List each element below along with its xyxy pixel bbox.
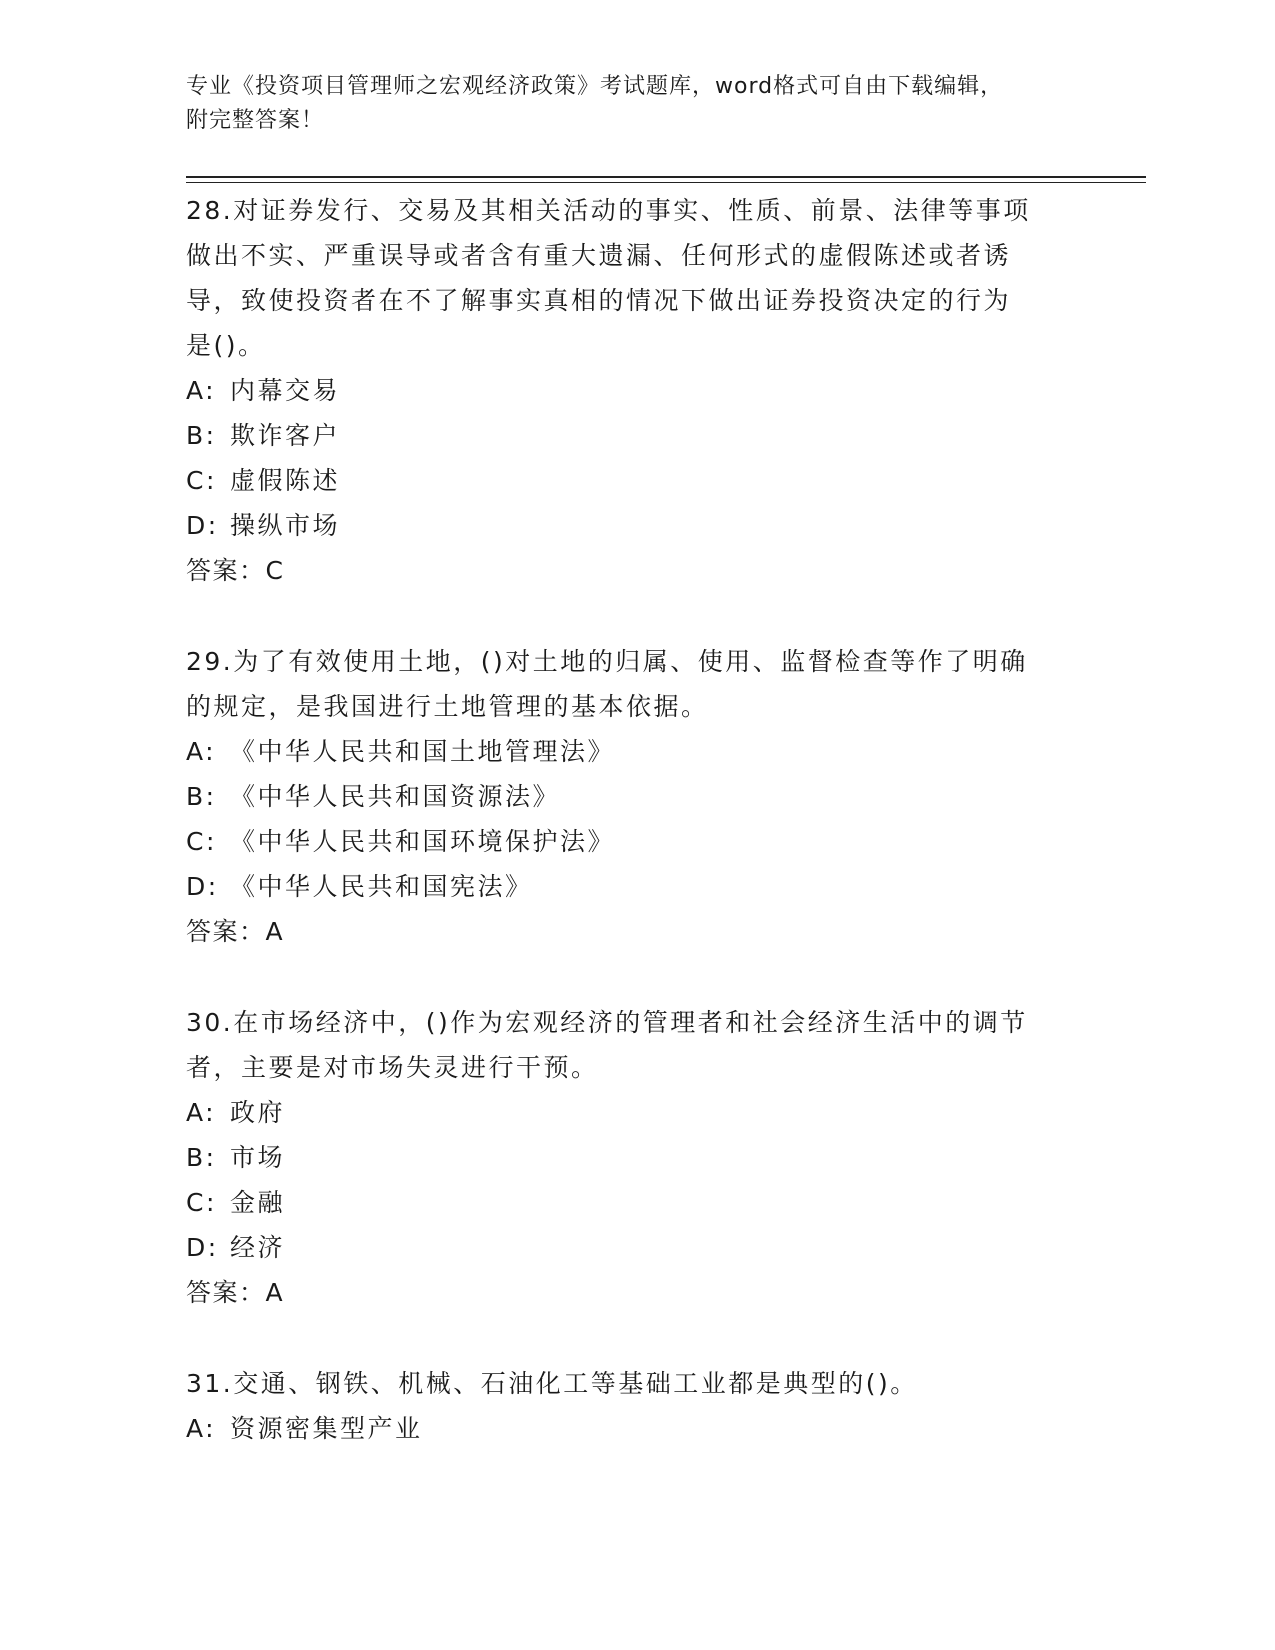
header-divider-thin bbox=[186, 182, 1146, 183]
question-stem-line: 的规定，是我国进行土地管理的基本依据。 bbox=[186, 692, 709, 721]
question-stem-line: 30.在市场经济中，()作为宏观经济的管理者和社会经济生活中的调节 bbox=[186, 1008, 1028, 1037]
option-key: C: bbox=[186, 466, 217, 495]
option-text: 《中华人民共和国资源法》 bbox=[230, 782, 561, 811]
answer-option bbox=[186, 729, 1066, 774]
option-key: B: bbox=[186, 421, 217, 450]
question-stem-line: 是()。 bbox=[186, 331, 266, 360]
question-stem-line: 28.对证券发行、交易及其相关活动的事实、性质、前景、法律等事项 bbox=[186, 196, 1031, 225]
document-header bbox=[186, 70, 1086, 138]
option-key: A: bbox=[186, 1098, 217, 1127]
answer-line: 答案：A bbox=[186, 917, 285, 946]
option-key: A: bbox=[186, 1414, 217, 1443]
answer-option bbox=[186, 1135, 1066, 1180]
question-stem-line: 导，致使投资者在不了解事实真相的情况下做出证券投资决定的行为 bbox=[186, 286, 1012, 315]
answer-option bbox=[186, 1406, 1066, 1451]
option-key: B: bbox=[186, 782, 217, 811]
question-stem-line: 31.交通、钢铁、机械、石油化工等基础工业都是典型的()。 bbox=[186, 1369, 918, 1398]
option-text: 《中华人民共和国宪法》 bbox=[230, 872, 533, 901]
option-text: 操纵市场 bbox=[230, 511, 341, 540]
header-line-2: 附完整答案！ bbox=[186, 108, 325, 133]
option-key: D: bbox=[186, 872, 219, 901]
answer-option bbox=[186, 503, 1066, 548]
answer-line: 答案：C bbox=[186, 556, 285, 585]
answer-option bbox=[186, 1090, 1066, 1135]
answer-line: 答案：A bbox=[186, 1278, 285, 1307]
answer-option bbox=[186, 458, 1066, 503]
question-item bbox=[186, 1361, 1066, 1451]
option-key: D: bbox=[186, 1233, 219, 1262]
question-stem-line: 者，主要是对市场失灵进行干预。 bbox=[186, 1053, 599, 1082]
option-key: C: bbox=[186, 1188, 217, 1217]
question-item bbox=[186, 1000, 1066, 1315]
option-text: 《中华人民共和国土地管理法》 bbox=[230, 737, 616, 766]
option-text: 政府 bbox=[230, 1098, 286, 1127]
option-text: 《中华人民共和国环境保护法》 bbox=[230, 827, 616, 856]
answer-option bbox=[186, 368, 1066, 413]
option-text: 金融 bbox=[230, 1188, 286, 1217]
question-stem-line: 29.为了有效使用土地，()对土地的归属、使用、监督检查等作了明确 bbox=[186, 647, 1028, 676]
option-text: 资源密集型产业 bbox=[230, 1414, 423, 1443]
header-divider-thick bbox=[186, 176, 1146, 178]
header-line-1: 专业《投资项目管理师之宏观经济政策》考试题库，word格式可自由下载编辑， bbox=[186, 74, 1004, 99]
option-key: D: bbox=[186, 511, 219, 540]
option-text: 虚假陈述 bbox=[230, 466, 341, 495]
question-stem-line: 做出不实、严重误导或者含有重大遗漏、任何形式的虚假陈述或者诱 bbox=[186, 241, 1012, 270]
option-text: 欺诈客户 bbox=[230, 421, 341, 450]
option-key: B: bbox=[186, 1143, 217, 1172]
answer-option bbox=[186, 864, 1066, 909]
option-key: A: bbox=[186, 737, 217, 766]
answer-option bbox=[186, 819, 1066, 864]
answer-option bbox=[186, 1180, 1066, 1225]
option-text: 经济 bbox=[230, 1233, 286, 1262]
question-list bbox=[186, 188, 1066, 1497]
option-key: C: bbox=[186, 827, 217, 856]
option-text: 内幕交易 bbox=[230, 376, 341, 405]
answer-option bbox=[186, 1225, 1066, 1270]
question-item bbox=[186, 188, 1066, 593]
answer-option bbox=[186, 774, 1066, 819]
question-item bbox=[186, 639, 1066, 954]
answer-option bbox=[186, 413, 1066, 458]
option-text: 市场 bbox=[230, 1143, 286, 1172]
option-key: A: bbox=[186, 376, 217, 405]
